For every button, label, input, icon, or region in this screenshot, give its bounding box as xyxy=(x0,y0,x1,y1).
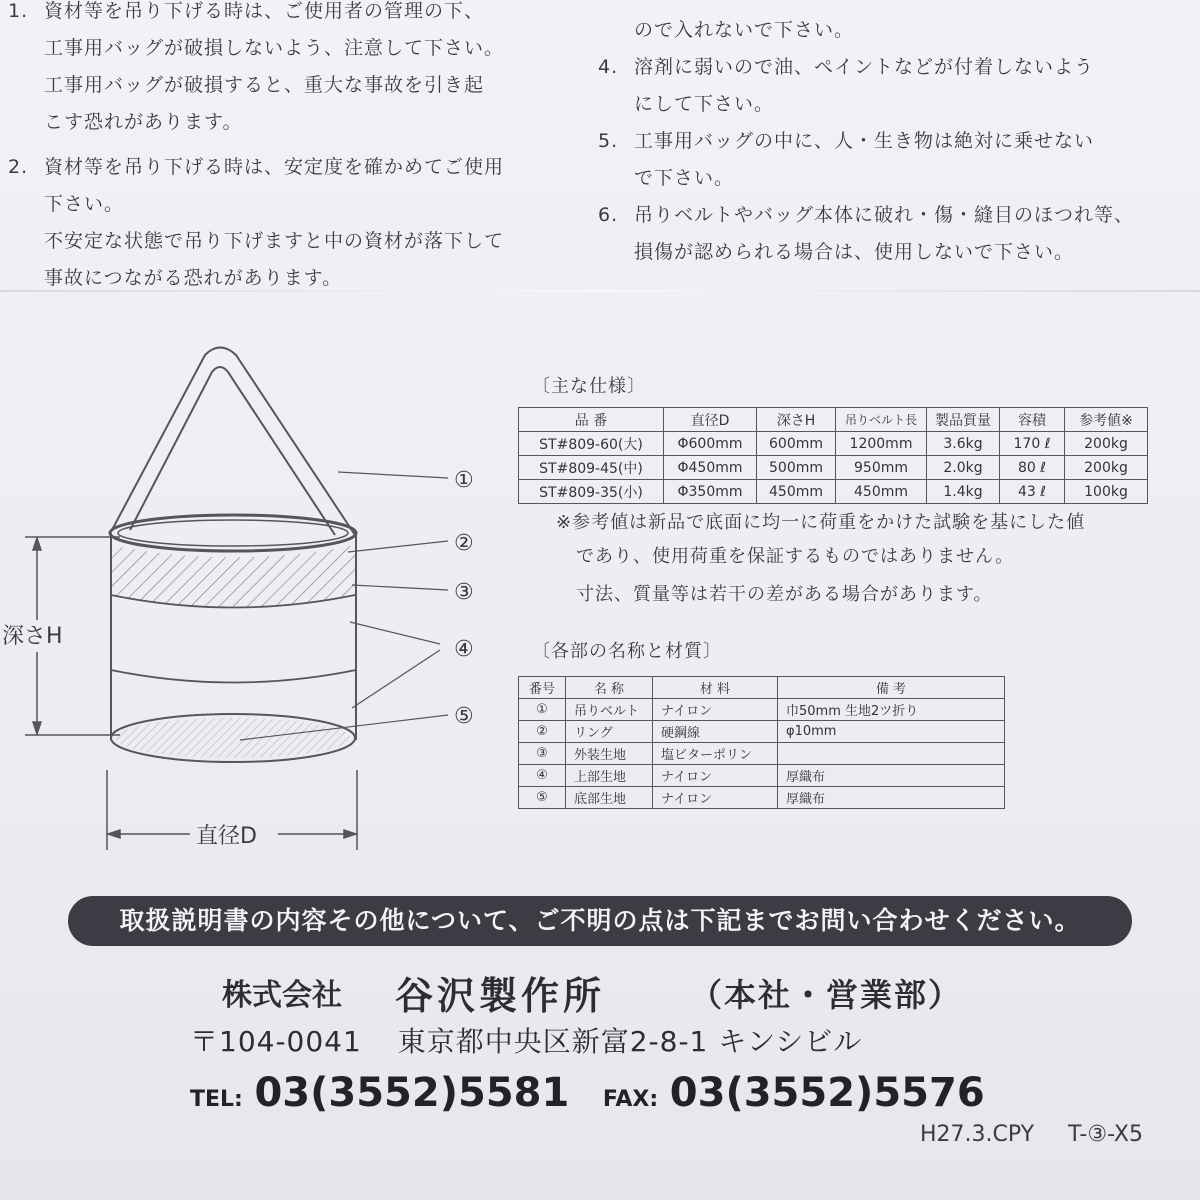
parts-row xyxy=(519,743,1005,765)
fax-number: 03(3552)5576 xyxy=(669,1070,985,1116)
spec-cell: 1.4kg xyxy=(927,480,1000,504)
parts-cell: 厚織布 xyxy=(778,787,1005,809)
office-label: （本社・営業部） xyxy=(690,976,963,1014)
parts-title: 〔各部の名称と材質〕 xyxy=(532,641,722,662)
spec-header: 吊りベルト長 xyxy=(836,408,927,432)
spec-cell: Φ350mm xyxy=(664,480,757,504)
parts-cell xyxy=(778,743,1005,765)
parts-cell: 塩ビターポリン xyxy=(653,743,778,765)
callout-3: ③ xyxy=(454,580,474,605)
parts-cell: φ10mm xyxy=(778,721,1005,743)
tel-label: TEL: xyxy=(190,1087,243,1112)
spec-cell: 600mm xyxy=(757,432,836,456)
spec-table xyxy=(518,407,1148,504)
spec-cell: 170 ℓ xyxy=(1000,432,1065,456)
spec-cell: Φ600mm xyxy=(664,432,757,456)
parts-cell: ナイロン xyxy=(653,765,778,787)
address: 東京都中央区新富2-8-1 キンシビル xyxy=(397,1025,863,1058)
warnings-right xyxy=(598,12,1134,271)
spec-cell: 200kg xyxy=(1065,432,1148,456)
spec-cell: 950mm xyxy=(836,456,927,480)
warning-item-3-continued: ので入れないで下さい。 xyxy=(634,19,855,41)
spec-header-row xyxy=(519,408,1148,432)
address-line xyxy=(190,1020,862,1060)
warning-item-1: 1. 資材等を吊り下げる時は、ご使用者の管理の下、 工事用バッグが破損しないよう、注意して下さい。 工事用バッグが破損すると、重大な事故を引き起 こす恐れがあります。 xyxy=(8,0,505,133)
parts-header-row xyxy=(519,677,1005,699)
spec-note: 寸法、質量等は若干の差がある場合があります。 xyxy=(576,584,993,605)
contact-line xyxy=(190,1070,985,1116)
parts-cell: 巾50mm 生地2ツ折り xyxy=(778,699,1005,721)
spec-cell: 100kg xyxy=(1065,480,1148,504)
spec-cell: 200kg xyxy=(1065,456,1148,480)
parts-row xyxy=(519,787,1005,809)
parts-cell: ③ xyxy=(519,743,566,765)
parts-cell: ⑤ xyxy=(519,787,566,809)
inquiry-banner: 取扱説明書の内容その他について、ご不明の点は下記までお問い合わせください。 xyxy=(68,896,1132,946)
parts-cell: ④ xyxy=(519,765,566,787)
parts-table xyxy=(518,676,1005,809)
parts-cell: 底部生地 xyxy=(566,787,653,809)
spec-row xyxy=(519,432,1148,456)
warning-item-2: 2. 資材等を吊り下げる時は、安定度を確かめてご使用 下さい。 不安定な状態で吊り下げますと中の資材が落下して 事故につながる恐れがあります。 xyxy=(8,156,505,289)
spec-cell: Φ450mm xyxy=(664,456,757,480)
spec-cell: 450mm xyxy=(836,480,927,504)
spec-header: 製品質量 xyxy=(927,408,1000,432)
parts-cell: 上部生地 xyxy=(566,765,653,787)
spec-row xyxy=(519,480,1148,504)
tel-number: 03(3552)5581 xyxy=(254,1070,570,1116)
spec-cell: ST#809-45(中) xyxy=(519,456,664,480)
company-name: 谷沢製作所 xyxy=(395,974,606,1018)
callout-1: ① xyxy=(454,468,474,493)
spec-header: 直径D xyxy=(664,408,757,432)
spec-cell: ST#809-60(大) xyxy=(519,432,664,456)
spec-cell: 500mm xyxy=(757,456,836,480)
depth-label: 深さH xyxy=(2,624,63,649)
spec-notes xyxy=(556,506,1085,612)
parts-row xyxy=(519,721,1005,743)
parts-header: 番号 xyxy=(519,677,566,699)
spec-cell: ST#809-35(小) xyxy=(519,480,664,504)
spec-header: 深さH xyxy=(757,408,836,432)
bag-drawing xyxy=(110,348,356,763)
parts-row xyxy=(519,699,1005,721)
parts-cell: ① xyxy=(519,699,566,721)
spec-cell: 80 ℓ xyxy=(1000,456,1065,480)
spec-header: 品 番 xyxy=(519,408,664,432)
parts-cell: リング xyxy=(566,721,653,743)
spec-cell: 43 ℓ xyxy=(1000,480,1065,504)
warnings-left xyxy=(8,0,504,297)
diameter-label: 直径D xyxy=(196,824,257,849)
fax-label: FAX: xyxy=(602,1087,659,1112)
spec-cell: 450mm xyxy=(757,480,836,504)
company-prefix: 株式会社 xyxy=(222,978,342,1013)
parts-cell: ナイロン xyxy=(653,699,778,721)
spec-row xyxy=(519,456,1148,480)
paper-fold-line xyxy=(0,290,1200,292)
spec-cell: 2.0kg xyxy=(927,456,1000,480)
parts-cell: ② xyxy=(519,721,566,743)
callout-2: ② xyxy=(454,531,474,556)
callout-4: ④ xyxy=(454,637,474,662)
parts-cell: ナイロン xyxy=(653,787,778,809)
parts-header: 材 料 xyxy=(653,677,778,699)
spec-note: ※参考値は新品で底面に均一に荷重をかけた試験を基にした値 xyxy=(556,512,1086,533)
spec-header: 容積 xyxy=(1000,408,1065,432)
spec-title: 〔主な仕様〕 xyxy=(532,376,646,397)
parts-cell: 外装生地 xyxy=(566,743,653,765)
warning-item-6: 6. 吊りベルトやバッグ本体に破れ・傷・縫目のほつれ等、 損傷が認められる場合は、使用しないで下さい。 xyxy=(598,204,1135,263)
parts-cell: 厚織布 xyxy=(778,765,1005,787)
spec-header: 参考値※ xyxy=(1065,408,1148,432)
bag-diagram xyxy=(0,330,500,860)
parts-header: 備 考 xyxy=(778,677,1005,699)
warning-item-5: 5. 工事用バッグの中に、人・生き物は絶対に乗せない で下さい。 xyxy=(598,130,1095,189)
spec-cell: 1200mm xyxy=(836,432,927,456)
postal-code: 〒104-0041 xyxy=(190,1025,362,1058)
callout-5: ⑤ xyxy=(454,704,474,729)
revision-code: H27.3.CPY xyxy=(920,1122,1035,1147)
document-code: T-③-X5 xyxy=(1068,1122,1143,1147)
parts-cell: 硬鋼線 xyxy=(653,721,778,743)
parts-header: 名 称 xyxy=(566,677,653,699)
warning-item-4: 4. 溶剤に弱いので油、ペイントなどが付着しないよう にして下さい。 xyxy=(598,56,1095,115)
spec-cell: 3.6kg xyxy=(927,432,1000,456)
parts-cell: 吊りベルト xyxy=(566,699,653,721)
spec-note: であり、使用荷重を保証するものではありません。 xyxy=(576,546,1015,567)
parts-row xyxy=(519,765,1005,787)
